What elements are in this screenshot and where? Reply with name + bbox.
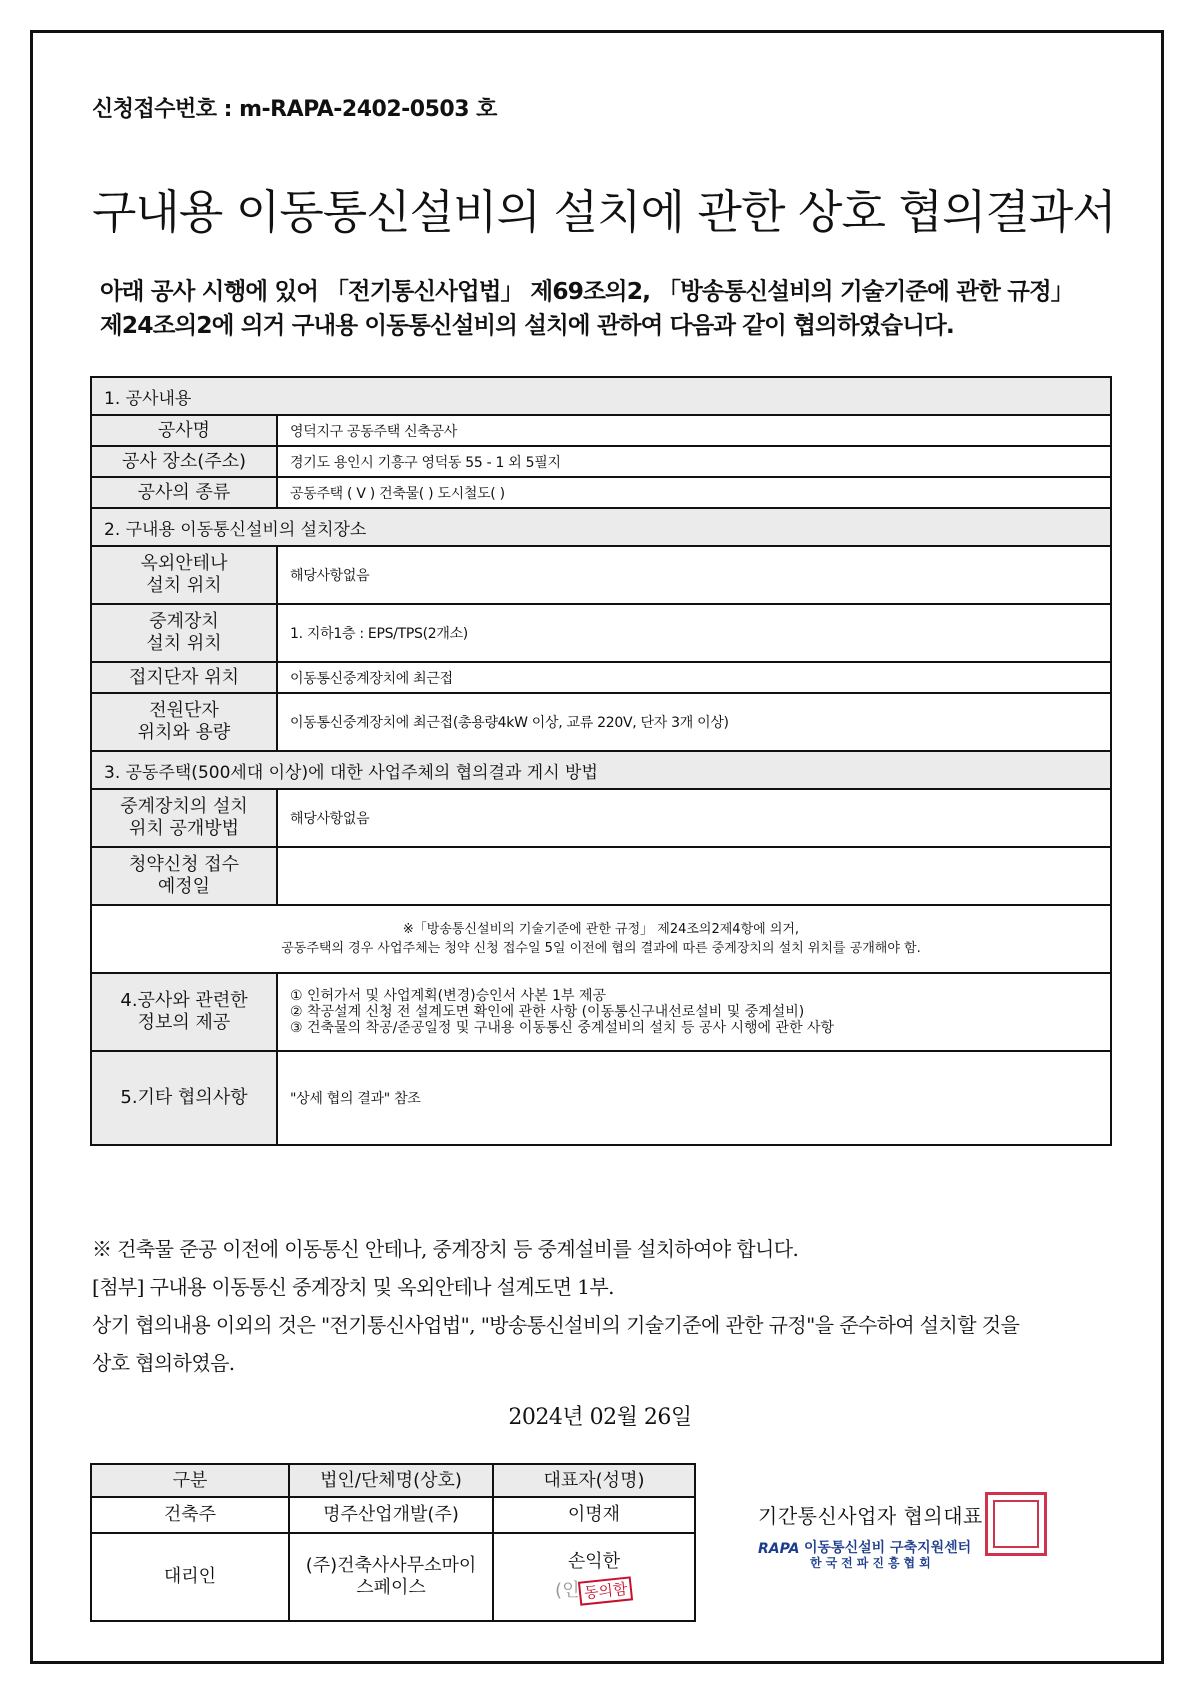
seal-area — [500, 1579, 688, 1603]
list-item: ② 착공설계 신청 전 설계도면 확인에 관한 사항 (이동통신구내선로설비 및 중계설비) — [290, 1004, 805, 1020]
row-label-line: 전원단자 — [149, 700, 219, 721]
row-label: 공사 장소(주소) — [91, 446, 277, 477]
agreement-table — [90, 376, 1112, 1146]
seal-prefix: (인 — [555, 1580, 580, 1601]
signer-company — [289, 1533, 493, 1621]
note-line: 공동주택의 경우 사업주체는 청약 신청 접수일 5일 이전에 협의 결과에 따른 중계장치의 설치 위치를 공개해야 함. — [281, 941, 921, 956]
document-title: 구내용 이동통신설비의 설치에 관한 상호 협의결과서 — [92, 185, 1116, 239]
section-3-note — [91, 905, 1111, 973]
note-line: 상호 협의하였음. — [92, 1351, 235, 1375]
representative-name: 손익한 — [567, 1551, 621, 1572]
row-label-line: 위치와 용량 — [137, 722, 231, 743]
closing-notes — [92, 1230, 1122, 1382]
project-type-value: 공동주택 ( V ) 건축물( ) 도시철도( ) — [277, 477, 1111, 508]
row-label — [91, 973, 277, 1051]
row-label: 5.기타 협의사항 — [91, 1051, 277, 1145]
row-label — [91, 693, 277, 751]
repeater-location-value: 1. 지하1층 : EPS/TPS(2개소) — [277, 604, 1111, 662]
row-label-line: 설치 위치 — [146, 575, 222, 596]
row-label-line: 청약신청 접수 — [128, 854, 240, 875]
info-provision-list — [277, 973, 1111, 1051]
rapa-logo: RAPA — [758, 1541, 800, 1557]
row-label-line: 위치 공개방법 — [128, 818, 240, 839]
seal-inner-border — [993, 1500, 1039, 1548]
org-subname: 한국전파진흥협회 — [810, 1556, 935, 1570]
note-line: ※「방송통신설비의 기술기준에 관한 규정」 제24조의2제4항에 의거, — [402, 922, 800, 937]
note-line: ※ 건축물 준공 이전에 이동통신 안테나, 중계장치 등 중계설비를 설치하여야 합니다. — [92, 1237, 799, 1261]
ground-terminal-value: 이동통신중계장치에 최근접 — [277, 662, 1111, 693]
row-label: 접지단자 위치 — [91, 662, 277, 693]
row-label — [91, 604, 277, 662]
section-3-header: 3. 공동주택(500세대 이상)에 대한 사업주체의 협의결과 게시 방법 — [91, 751, 1111, 789]
row-label — [91, 789, 277, 847]
company-line: (주)건축사사무소마이 — [305, 1555, 477, 1576]
section-2-header: 2. 구내용 이동통신설비의 설치장소 — [91, 508, 1111, 546]
list-item: ③ 건축물의 착공/준공일정 및 구내용 이동통신 중계설비의 설치 등 공사 시행에 관한 사항 — [290, 1020, 835, 1036]
list-item: ① 인허가서 및 사업계획(변경)승인서 사본 1부 제공 — [290, 988, 607, 1004]
signer-type: 대리인 — [91, 1533, 289, 1621]
row-label-line: 중계장치의 설치 — [120, 796, 248, 817]
disclosure-method-value: 해당사항없음 — [277, 789, 1111, 847]
column-header: 법인/단체명(상호) — [289, 1464, 493, 1497]
row-label: 공사의 종류 — [91, 477, 277, 508]
row-label-line: 정보의 제공 — [137, 1012, 231, 1033]
column-header: 구분 — [91, 1464, 289, 1497]
row-label-line: 중계장치 — [149, 611, 219, 632]
receipt-number: 신청접수번호 : m-RAPA-2402-0503 호 — [92, 97, 497, 122]
agreement-seal: 동의함 — [578, 1576, 634, 1605]
signer-type: 건축주 — [91, 1497, 289, 1533]
intro-line: 아래 공사 시행에 있어 「전기통신사업법」 제69조의2, 「방송통신설비의 기술기준에 관한 규정」 — [100, 277, 1074, 305]
signature-table — [90, 1463, 696, 1622]
antenna-location-value: 해당사항없음 — [277, 546, 1111, 604]
other-matters-value: "상세 협의 결과" 참조 — [277, 1051, 1111, 1145]
intro-line: 제24조의2에 의거 구내용 이동통신설비의 설치에 관하여 다음과 같이 협의하였습니다. — [100, 311, 954, 339]
project-name-value: 영덕지구 공동주택 신축공사 — [277, 415, 1111, 446]
section-1-header: 1. 공사내용 — [91, 377, 1111, 415]
column-header: 대표자(성명) — [493, 1464, 695, 1497]
signer-representative — [493, 1533, 695, 1621]
row-label-line: 예정일 — [157, 876, 211, 897]
company-line: 스페이스 — [356, 1577, 426, 1598]
row-label: 공사명 — [91, 415, 277, 446]
note-line: [첨부] 구내용 이동통신 중계장치 및 옥외안테나 설계도면 1부. — [92, 1275, 614, 1299]
org-name: 이동통신설비 구축지원센터 — [804, 1540, 972, 1556]
intro-paragraph — [100, 274, 1120, 342]
subscription-date-value — [277, 847, 1111, 905]
row-label — [91, 847, 277, 905]
row-label-line: 설치 위치 — [146, 633, 222, 654]
carrier-representative-label: 기간통신사업자 협의대표 — [758, 1504, 983, 1528]
row-label-line: 4.공사와 관련한 — [120, 990, 248, 1011]
agreement-date: 2024년 02월 26일 — [508, 1405, 692, 1430]
official-seal-icon — [985, 1492, 1047, 1556]
row-label — [91, 546, 277, 604]
signer-representative: 이명재 — [493, 1497, 695, 1533]
note-line: 상기 협의내용 이외의 것은 "전기통신사업법", "방송통신설비의 기술기준에 관한 규정"을 준수하여 설치할 것을 — [92, 1313, 1020, 1337]
project-address-value: 경기도 용인시 기흥구 영덕동 55 - 1 외 5필지 — [277, 446, 1111, 477]
signer-company: 명주산업개발(주) — [289, 1497, 493, 1533]
row-label-line: 옥외안테나 — [140, 553, 228, 574]
power-terminal-value: 이동통신중계장치에 최근접(총용량4kW 이상, 교류 220V, 단자 3개 이상) — [277, 693, 1111, 751]
